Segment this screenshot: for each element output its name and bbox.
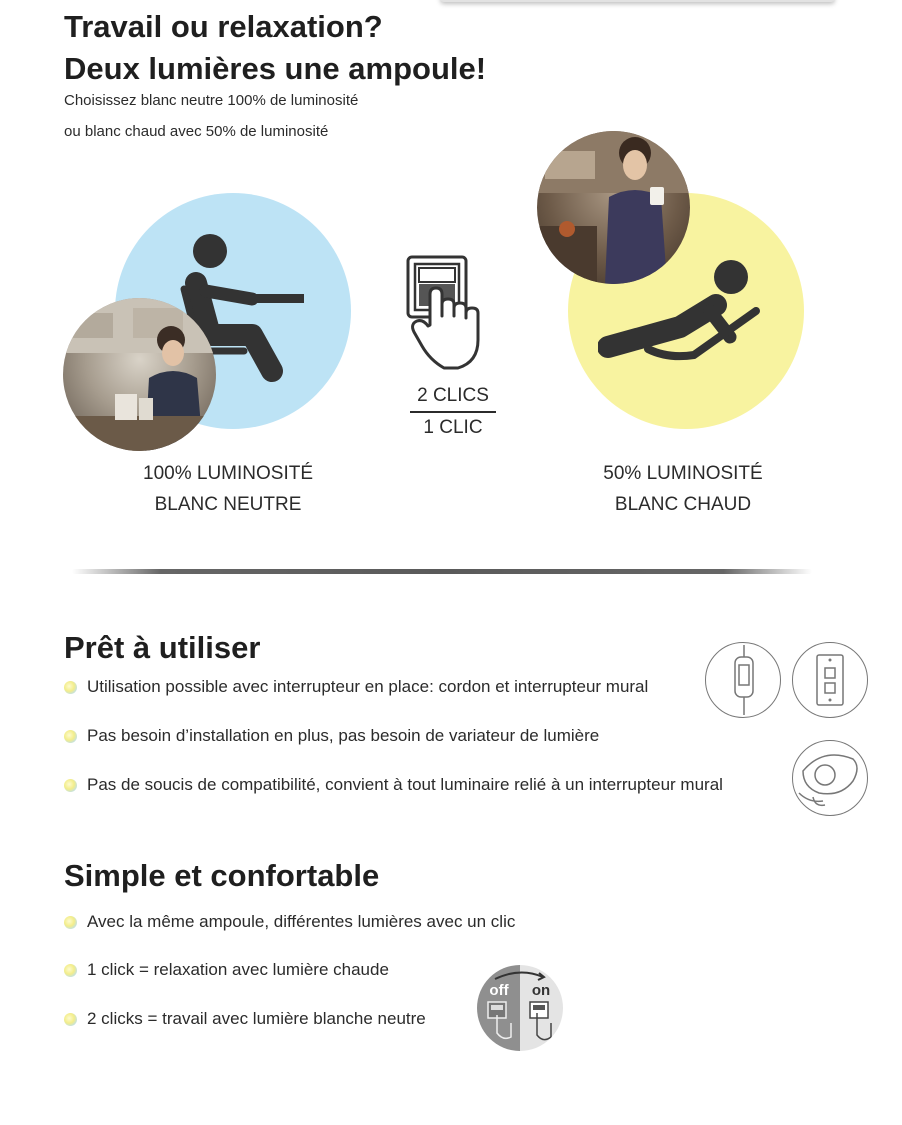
section-divider (72, 569, 812, 574)
hero-title-line1: Travail ou relaxation? (64, 9, 383, 44)
off-on-toggle-icon (477, 965, 563, 1051)
simple-item (64, 912, 515, 932)
top-shadow-bar (440, 0, 835, 2)
wall-switch-plate-icon (792, 642, 868, 718)
bullet-dot-icon (64, 964, 77, 977)
bullet-dot-icon (64, 1013, 77, 1026)
warm-caption-brightness: 50% LUMINOSITÉ (603, 463, 763, 484)
neutral-caption-brightness: 100% LUMINOSITÉ (143, 463, 313, 484)
woman-with-mug-photo (537, 131, 690, 284)
neutral-caption (108, 458, 348, 520)
click-fraction (410, 381, 496, 443)
hero-subtitle-line1: Choisissez blanc neutre 100% de luminosité (64, 92, 359, 109)
ready-item (64, 726, 599, 746)
ready-item (64, 775, 723, 795)
bullet-dot-icon (64, 779, 77, 792)
ready-item-text: Utilisation possible avec interrupteur en place: cordon et interrupteur mural (87, 677, 649, 696)
ready-item (64, 677, 648, 697)
ready-item-text: Pas de soucis de compatibilité, convient à tout luminaire relié à un interrupteur mural (87, 775, 723, 794)
one-click-label: 1 CLIC (423, 417, 483, 438)
woman-cooking-photo (63, 298, 216, 451)
cord-switch-icon (705, 642, 781, 718)
bullet-dot-icon (64, 916, 77, 929)
bulb-fixture-icon (792, 740, 868, 816)
ready-section-title: Prêt à utiliser (64, 630, 261, 665)
hero-title (64, 6, 486, 90)
simple-section-title: Simple et confortable (64, 858, 380, 893)
warm-caption-color: BLANC CHAUD (614, 494, 752, 515)
simple-item-text: Avec la même ampoule, différentes lumières avec un clic (87, 912, 516, 931)
warm-caption (563, 458, 803, 520)
hero-subtitle-line2: ou blanc chaud avec 50% de luminosité (64, 123, 329, 140)
bullet-dot-icon (64, 730, 77, 743)
hero-title-line2: Deux lumières une ampoule! (64, 51, 487, 86)
two-clicks-label: 2 CLICS (410, 381, 496, 413)
bullet-dot-icon (64, 681, 77, 694)
ready-item-text: Pas besoin d’installation en plus, pas besoin de variateur de lumière (87, 726, 600, 745)
wall-switch-hand-icon (400, 250, 495, 375)
off-label: off (489, 982, 509, 999)
neutral-caption-color: BLANC NEUTRE (154, 494, 302, 515)
simple-item (64, 1009, 426, 1029)
on-label: on (531, 982, 551, 999)
simple-item-text: 1 click = relaxation avec lumière chaude (87, 960, 389, 979)
simple-item-text: 2 clicks = travail avec lumière blanche neutre (87, 1009, 426, 1028)
simple-item (64, 960, 389, 980)
